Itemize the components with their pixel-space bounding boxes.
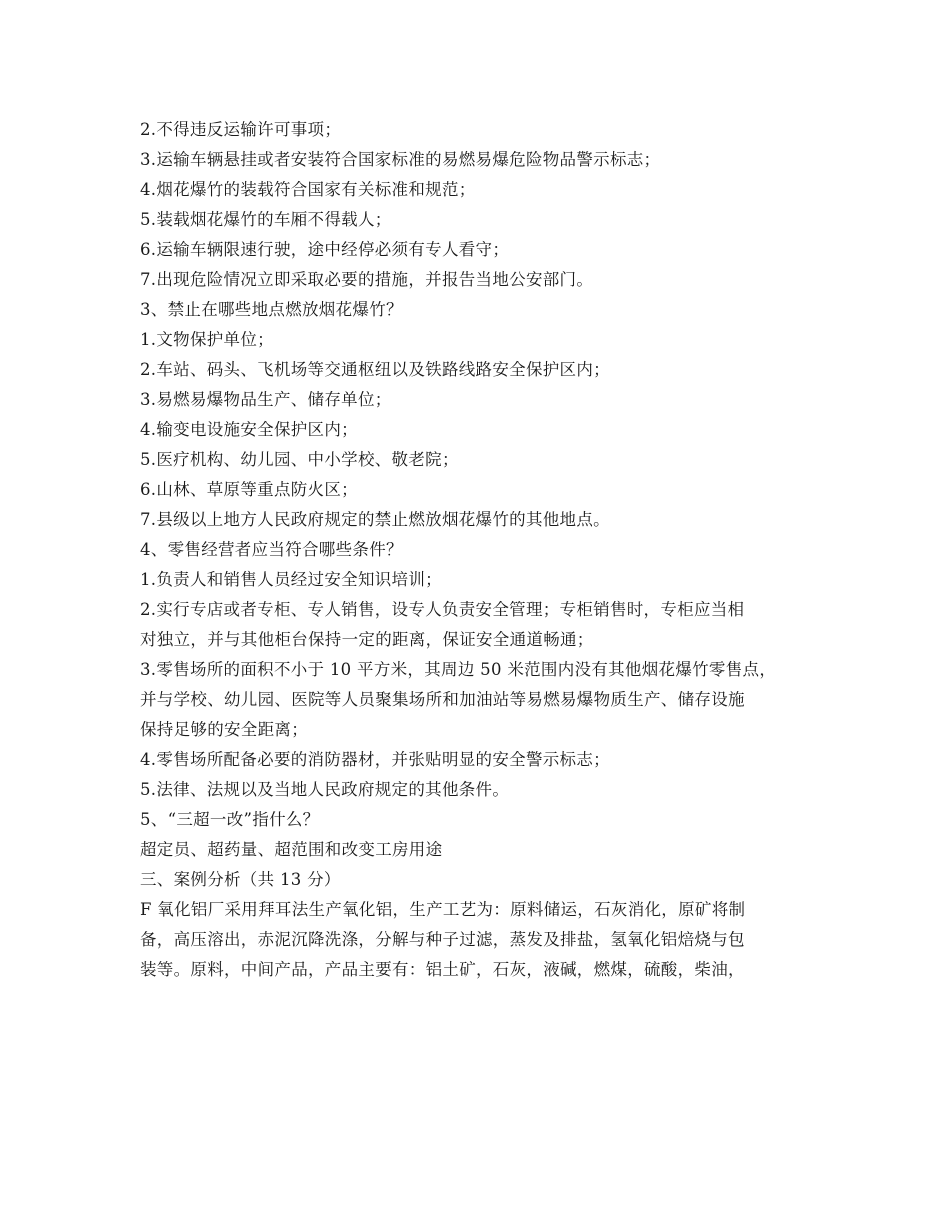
text-line: 2.车站、码头、飞机场等交通枢纽以及铁路线路安全保护区内； <box>140 360 610 379</box>
text-line: 1.负责人和销售人员经过安全知识培训； <box>140 570 442 589</box>
text-line: 并与学校、幼儿园、医院等人员聚集场所和加油站等易燃易爆物质生产、储存设施 <box>140 690 745 709</box>
section-heading: 5、“三超一改”指什么？ <box>140 810 320 829</box>
section-heading: 3、禁止在哪些地点燃放烟花爆竹？ <box>140 300 403 319</box>
text-line: 2.不得违反运输许可事项； <box>140 120 342 139</box>
text-line: 超定员、超药量、超范围和改变工房用途 <box>140 840 443 859</box>
text-line: 6.山林、草原等重点防火区； <box>140 480 358 499</box>
text-line: 装等。原料，中间产品，产品主要有：铝土矿，石灰，液碱，燃煤，硫酸，柴油， <box>140 960 745 979</box>
text-line: 4.输变电设施安全保护区内； <box>140 420 358 439</box>
text-line: 3.运输车辆悬挂或者安装符合国家标准的易燃易爆危险物品警示标志； <box>140 150 661 169</box>
text-line: F 氧化铝厂采用拜耳法生产氧化铝，生产工艺为：原料储运，石灰消化，原矿将制 <box>140 900 746 919</box>
text-line: 5.装载烟花爆竹的车厢不得载人； <box>140 210 392 229</box>
text-line: 3.零售场所的面积不小于 10 平方米，其周边 50 米范围内没有其他烟花爆竹零售点， <box>140 660 777 679</box>
text-line: 备，高压溶出，赤泥沉降洗涤，分解与种子过滤，蒸发及排盐，氢氧化铝焙烧与包 <box>140 930 745 949</box>
text-line: 5.医疗机构、幼儿园、中小学校、敬老院； <box>140 450 459 469</box>
text-line: 7.出现危险情况立即采取必要的措施，并报告当地公安部门。 <box>140 270 594 289</box>
text-line: 对独立，并与其他柜台保持一定的距离，保证安全通道畅通； <box>140 630 594 649</box>
text-line: 1.文物保护单位； <box>140 330 274 349</box>
section-heading: 4、零售经营者应当符合哪些条件？ <box>140 540 403 559</box>
text-line: 6.运输车辆限速行驶，途中经停必须有专人看守； <box>140 240 510 259</box>
text-line: 5.法律、法规以及当地人民政府规定的其他条件。 <box>140 780 510 799</box>
text-line: 4.烟花爆竹的装载符合国家有关标准和规范； <box>140 180 476 199</box>
text-line: 2.实行专店或者专柜、专人销售，设专人负责安全管理；专柜销售时，专柜应当相 <box>140 600 745 619</box>
document-body <box>140 115 830 985</box>
text-line: 3.易燃易爆物品生产、储存单位； <box>140 390 392 409</box>
section-heading: 三、案例分析（共 13 分） <box>140 870 341 889</box>
text-line: 保持足够的安全距离； <box>140 720 308 739</box>
text-line: 4.零售场所配备必要的消防器材，并张贴明显的安全警示标志； <box>140 750 610 769</box>
text-line: 7.县级以上地方人民政府规定的禁止燃放烟花爆竹的其他地点。 <box>140 510 610 529</box>
